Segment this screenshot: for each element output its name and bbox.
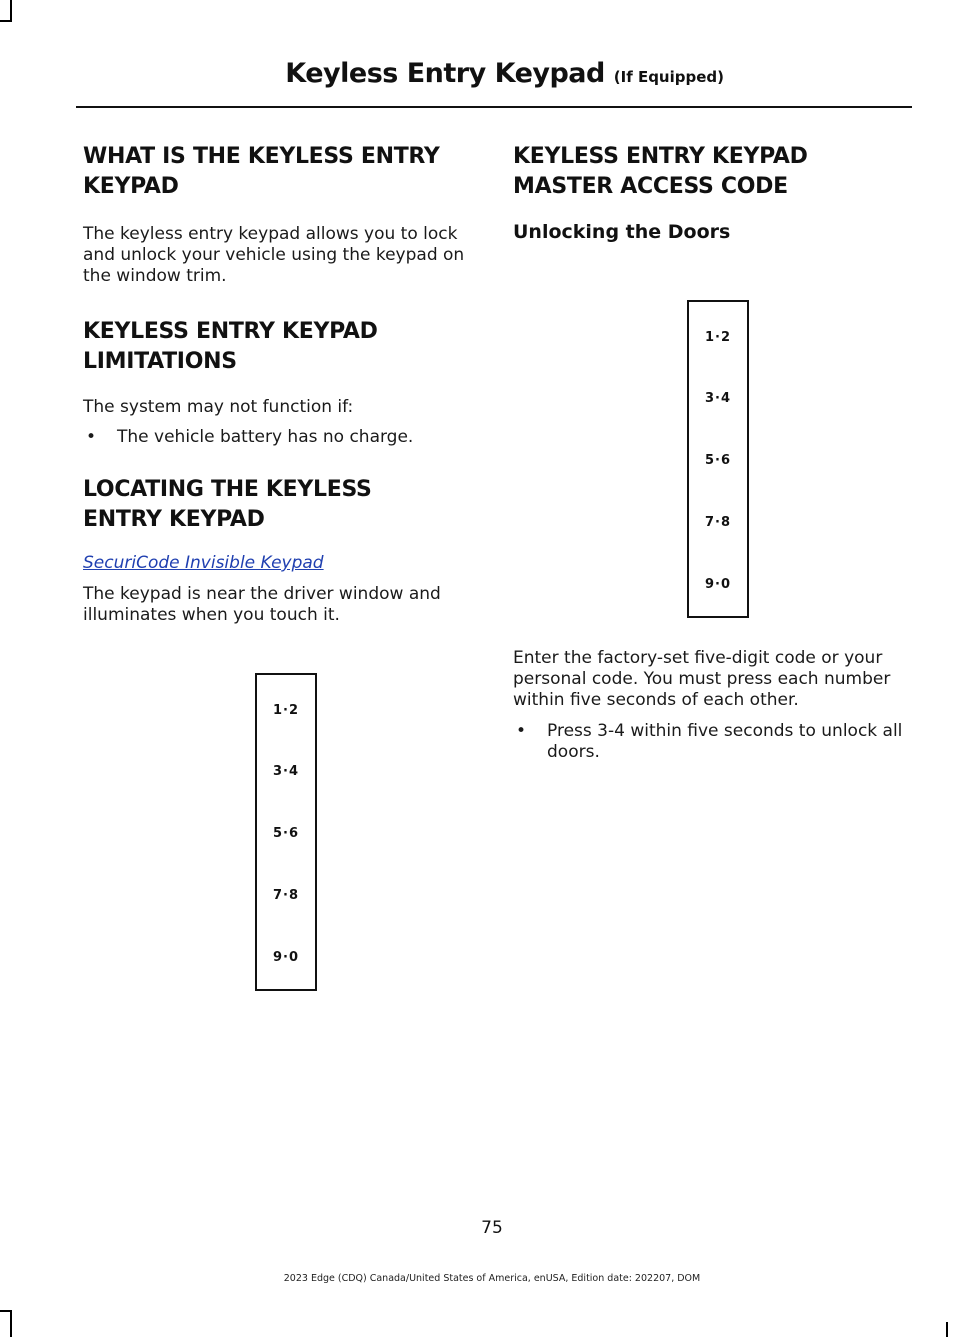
securicode-link[interactable]: SecuriCode Invisible Keypad (83, 553, 324, 573)
keypad-key-7-8: 7·8 (272, 888, 300, 903)
limitations-heading (83, 317, 483, 377)
bullet-symbol: • (516, 721, 527, 741)
header-title: Keyless Entry Keypad (285, 58, 605, 89)
crop-mark-top-left (10, 0, 12, 22)
keypad-key-1-2: 1·2 (704, 330, 732, 345)
keypad-key-7-8: 7·8 (704, 515, 732, 530)
header-rule (76, 106, 912, 108)
limitations-heading-line-1: KEYLESS ENTRY KEYPAD (83, 319, 378, 344)
what-is-heading-line-1: WHAT IS THE KEYLESS ENTRY (83, 144, 440, 169)
footer-edition-info: 2023 Edge (CDQ) Canada/United States of America, enUSA, Edition date: 202207, DOM (283, 1273, 701, 1284)
locating-heading-line-1: LOCATING THE KEYLESS (83, 477, 372, 502)
limitations-intro: The system may not function if: (83, 397, 354, 417)
page-header (285, 58, 724, 89)
locating-heading-line-2: ENTRY KEYPAD (83, 507, 265, 532)
what-is-body: The keyless entry keypad allows you to lock and unlock your vehicle using the keypad on the window trim. (83, 224, 465, 286)
master-code-heading (513, 142, 913, 202)
left-column (83, 142, 483, 626)
keypad-key-1-2: 1·2 (272, 703, 300, 718)
keypad-key-5-6: 5·6 (704, 453, 732, 468)
keypad-key-5-6: 5·6 (272, 826, 300, 841)
what-is-heading (83, 142, 483, 202)
limitations-bullet-text: The vehicle battery has no charge. (117, 427, 414, 447)
keypad-key-3-4: 3·4 (272, 764, 300, 779)
crop-mark-bottom-right (946, 1322, 948, 1337)
keypad-key-3-4: 3·4 (704, 391, 732, 406)
locating-body: The keypad is near the driver window and illuminates when you touch it. (83, 584, 441, 625)
bullet-symbol: • (86, 427, 97, 447)
keypad-key-9-0: 9·0 (272, 950, 300, 965)
limitations-heading-line-2: LIMITATIONS (83, 349, 237, 374)
crop-mark-top-left-horizontal (0, 20, 12, 22)
keypad-illustration-master-code (687, 300, 749, 618)
keypad-illustration-location (255, 673, 317, 991)
crop-mark-bottom-left-horizontal (0, 1310, 12, 1312)
header-subtitle: (If Equipped) (613, 68, 724, 86)
master-code-heading-line-2: MASTER ACCESS CODE (513, 174, 788, 199)
unlocking-bullet (513, 721, 913, 763)
unlocking-body: Enter the factory-set five-digit code or your personal code. You must press each number within five seconds of each other. (513, 648, 891, 710)
keypad-key-9-0: 9·0 (704, 577, 732, 592)
locating-heading (83, 475, 483, 535)
unlocking-subheading: Unlocking the Doors (513, 221, 731, 243)
page-number: 75 (481, 1218, 503, 1238)
master-code-heading-line-1: KEYLESS ENTRY KEYPAD (513, 144, 808, 169)
crop-mark-bottom-left (10, 1310, 12, 1337)
unlocking-bullet-text: Press 3-4 within five seconds to unlock all doors. (547, 721, 903, 762)
limitations-bullet (83, 427, 483, 448)
what-is-heading-line-2: KEYPAD (83, 174, 179, 199)
